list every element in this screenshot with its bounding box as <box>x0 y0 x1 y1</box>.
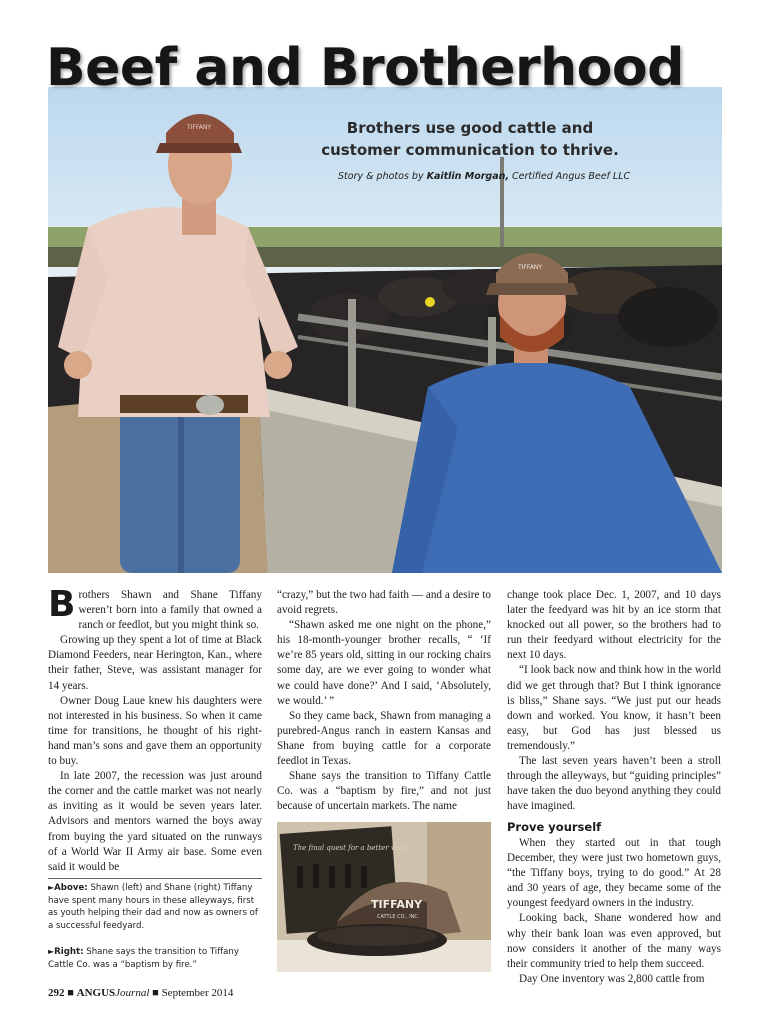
credit-suffix: Certified Angus Beef LLC <box>509 171 631 182</box>
magazine-brand: ANGUS <box>76 987 116 999</box>
caption-text: Shane says the transition to Tiffany Cattle Co. was a “baptism by fire.” <box>48 947 239 970</box>
caption-label: Right: <box>54 947 84 957</box>
issue-date: September 2014 <box>161 987 234 999</box>
folio-separator: ■ <box>149 987 162 999</box>
paragraph <box>48 584 262 633</box>
paragraph: So they came back, Shawn from managing a purebred-Angus ranch in eastern Kansas and Shane from buying cattle for a corporate feedlot in Texas. <box>277 709 491 768</box>
headline: Beef and Brotherhood <box>46 38 684 98</box>
credit-author: Kaitlin Morgan, <box>426 171 509 182</box>
paragraph: “I look back now and think how in the world did we get through that? But I think ignorance is bliss,” Shane says. “We just put our heads down and worked. You know, it hasn’t been easy, but God has just blessed us tremendously.” <box>507 664 721 752</box>
paragraph: When they started out in that tough December, they were just two hometown guys, “the Tiffany boys, trying to do good.” At 28 and 30 years of age, they became some of the youngest feedyard owners in the industry. <box>507 837 721 910</box>
caption-label: Above: <box>54 883 88 893</box>
right-hat-logo: TIFFANY <box>518 264 543 271</box>
paragraph: The last seven years haven’t been a stroll through the alleyways, but “guiding principles” have taken the duo beyond anything they could have imagined. <box>507 755 721 813</box>
article-column-3 <box>507 588 721 814</box>
paragraph: Day One inventory was 2,800 cattle from <box>519 972 705 985</box>
caption-rule <box>48 878 262 879</box>
caption-text: Shawn (left) and Shane (right) Tiffany have spent many hours in these alleyways, first as youth helping their dad and now as owners of a successful feedyard. <box>48 883 258 931</box>
book-title: The final quest for a better way <box>293 844 405 852</box>
paragraph: Shane says the transition to Tiffany Cattle Co. was a “baptism by fire,” and not just because of uncertain markets. The name <box>277 770 491 813</box>
paragraph: Growing up they spent a lot of time at Black Diamond Feeders, near Herington, Kan., where their father, Steve, was assistant manager for 14 years. <box>48 634 262 692</box>
page-number: 292 <box>48 987 65 999</box>
hero-photo <box>48 87 722 573</box>
folio-separator: ■ <box>64 987 77 999</box>
caption-above <box>48 882 262 932</box>
paragraph: “crazy,” but the two had faith — and a desire to avoid regrets. <box>277 589 491 617</box>
paragraph: Looking back, Shane wondered how and why their bank loan was even approved, but now considers it another of the many ways their community tried to help them succeed. <box>507 912 721 970</box>
photo-credit <box>338 171 630 182</box>
credit-prefix: Story & photos by <box>338 171 427 182</box>
caption-marker: ► <box>48 883 55 892</box>
inset-photo <box>277 822 491 972</box>
left-hat-logo: TIFFANY <box>187 124 212 131</box>
magazine-brand-italic: Journal <box>115 987 150 999</box>
paragraph-text: rothers Shawn and Shane Tiffany weren’t born into a family that owned a ranch or feedlot, but you might think so. <box>78 589 262 632</box>
article-column-3-continued <box>507 836 721 987</box>
paragraph: Owner Doug Laue knew his daughters were not interested in his business. So when it came time for transitions, he thought of his right-hand man’s sons and gave them an opportunity to buy. <box>48 694 262 768</box>
article-column-1 <box>48 584 262 875</box>
paragraph: change took place Dec. 1, 2007, and 10 days later the feedyard was hit by an ice storm that knocked out all power, so the brothers had to run their feedyard without electricity for the next 10 days. <box>507 589 721 662</box>
folio <box>48 987 233 999</box>
caption-right <box>48 946 262 971</box>
paragraph: “Shawn asked me one night on the phone,” his 18-month-younger brother recalls, “ ‘If we’re 85 years old, sitting in our rocking chairs some day, are we ever going to wonder what we could have done?’ And I said, ‘Absolutely, we would.’ ” <box>277 619 491 707</box>
inset-hat-sub: CATTLE CO., INC. <box>377 914 420 920</box>
caption-marker: ► <box>48 947 55 956</box>
inset-photo-illustration <box>277 822 491 972</box>
subtitle: Brothers use good cattle and customer communication to thrive. <box>321 119 619 159</box>
article-column-2 <box>277 588 491 814</box>
section-heading: Prove yourself <box>507 820 602 834</box>
inset-hat-logo: TIFFANY <box>371 898 423 911</box>
drop-cap: B <box>48 584 76 625</box>
paragraph: In late 2007, the recession was just around the corner and the cattle market was not nearly as inviting as it would be seven years later. Advisors and mentors warned the boys away from buying the yard situated on the runways of a World War II Army air base. Some even said it would be <box>48 770 262 873</box>
